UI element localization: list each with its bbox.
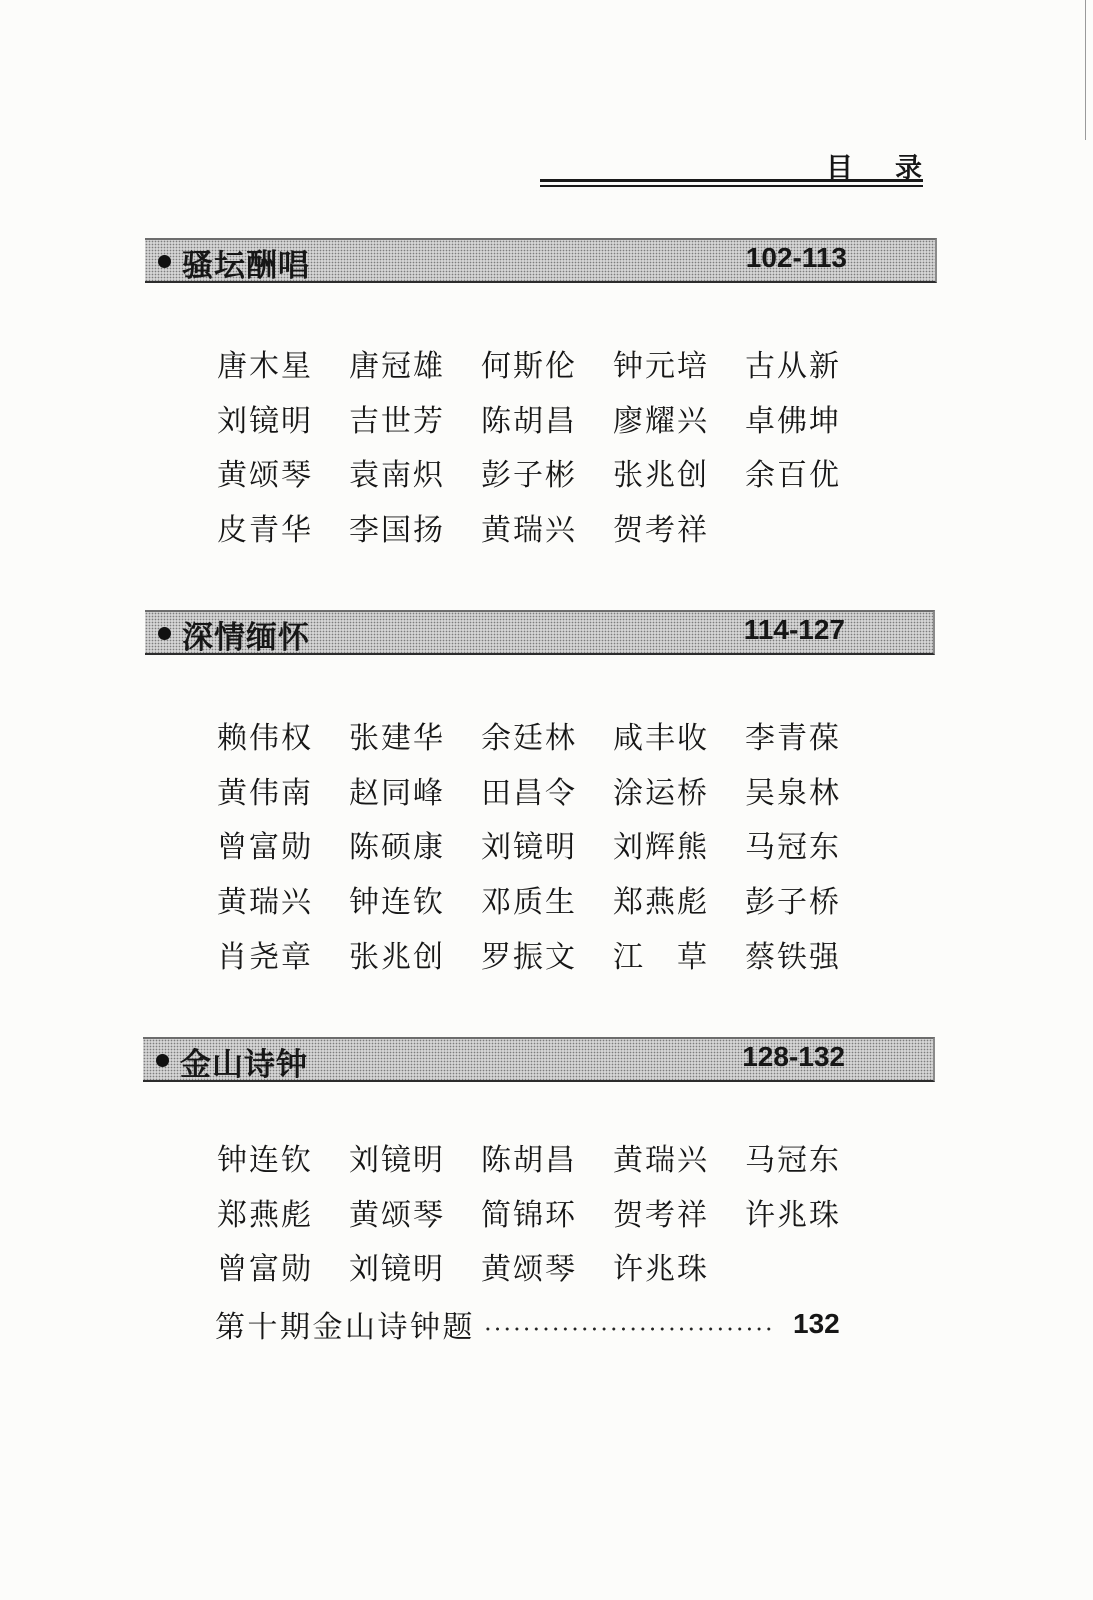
toc-entry-title: 第十期金山诗钟题 bbox=[215, 1310, 475, 1345]
author-name: 马冠东 bbox=[745, 830, 841, 866]
author-name: 廖耀兴 bbox=[613, 403, 709, 439]
author-name: 李青葆 bbox=[745, 721, 841, 756]
author-name: 何斯伦 bbox=[481, 349, 577, 384]
section-pages: 128-132 bbox=[742, 1041, 845, 1072]
section-pages: 102-113 bbox=[745, 242, 847, 273]
author-name: 袁南炽 bbox=[349, 458, 445, 494]
author-name: 古从新 bbox=[745, 349, 841, 384]
author-name: 涂运桥 bbox=[613, 775, 709, 811]
dot-leader bbox=[483, 1327, 775, 1331]
author-name: 李国扬 bbox=[349, 513, 445, 549]
scan-edge-line bbox=[1085, 0, 1086, 140]
section-title: 深情缅怀 bbox=[182, 620, 310, 656]
author-name: 黄颂琴 bbox=[481, 1252, 577, 1288]
author-name: 钟元培 bbox=[613, 349, 709, 384]
author-name: 吴泉林 bbox=[745, 775, 841, 811]
author-name: 肖尧章 bbox=[217, 939, 313, 975]
toc-entry-page: 132 bbox=[793, 1308, 840, 1339]
bullet-icon bbox=[158, 627, 171, 640]
section-title: 金山诗钟 bbox=[180, 1047, 308, 1083]
author-name: 邓质生 bbox=[481, 885, 577, 921]
author-name: 唐冠雄 bbox=[349, 349, 445, 384]
author-name: 许兆珠 bbox=[745, 1197, 841, 1233]
author-name: 许兆珠 bbox=[613, 1252, 709, 1288]
author-name: 黄颂琴 bbox=[349, 1197, 445, 1233]
section-bar-2 bbox=[145, 610, 935, 655]
author-name: 江 草 bbox=[613, 939, 709, 975]
author-name: 曾富勋 bbox=[217, 830, 313, 866]
page-title: 目录 bbox=[826, 153, 964, 184]
author-name: 陈胡昌 bbox=[481, 403, 577, 439]
author-name: 黄瑞兴 bbox=[481, 513, 577, 549]
bullet-icon bbox=[156, 1054, 169, 1067]
author-name: 赖伟权 bbox=[217, 721, 313, 756]
author-name: 郑燕彪 bbox=[217, 1197, 313, 1233]
author-name: 马冠东 bbox=[745, 1143, 841, 1178]
section-1-names bbox=[217, 340, 877, 559]
author-name: 蔡铁强 bbox=[745, 939, 841, 975]
author-name: 刘镜明 bbox=[349, 1143, 445, 1178]
section-pages: 114-127 bbox=[743, 614, 845, 645]
author-name: 吉世芳 bbox=[349, 403, 445, 439]
author-name: 贺考祥 bbox=[613, 1197, 709, 1233]
author-name: 赵同峰 bbox=[349, 775, 445, 811]
section-bar-3 bbox=[143, 1037, 935, 1082]
author-name: 陈胡昌 bbox=[481, 1143, 577, 1178]
author-name: 余百优 bbox=[745, 458, 841, 494]
author-name: 罗振文 bbox=[481, 939, 577, 975]
section-3-names bbox=[217, 1134, 877, 1298]
author-name: 陈硕康 bbox=[349, 830, 445, 866]
author-name: 田昌令 bbox=[481, 775, 577, 811]
header-double-rule bbox=[540, 179, 923, 187]
author-name: 刘镜明 bbox=[349, 1252, 445, 1288]
author-name: 贺考祥 bbox=[613, 513, 709, 549]
author-name: 刘辉熊 bbox=[613, 830, 709, 866]
author-name: 卓佛坤 bbox=[745, 403, 841, 439]
author-name: 张兆创 bbox=[349, 939, 445, 975]
author-name: 张兆创 bbox=[613, 458, 709, 494]
author-name: 郑燕彪 bbox=[613, 885, 709, 921]
author-name: 钟连钦 bbox=[349, 885, 445, 921]
author-name: 黄瑞兴 bbox=[613, 1143, 709, 1178]
section-title: 骚坛酬唱 bbox=[182, 248, 310, 284]
bullet-icon bbox=[158, 255, 171, 268]
author-name: 彭子彬 bbox=[481, 458, 577, 494]
author-name: 余廷林 bbox=[481, 721, 577, 756]
author-name: 唐木星 bbox=[217, 349, 313, 384]
author-name: 张建华 bbox=[349, 721, 445, 756]
author-name: 刘镜明 bbox=[217, 403, 313, 439]
author-name: 刘镜明 bbox=[481, 830, 577, 866]
author-name: 彭子桥 bbox=[745, 885, 841, 921]
author-name: 钟连钦 bbox=[217, 1143, 313, 1178]
author-name: 皮青华 bbox=[217, 513, 313, 549]
author-name: 黄伟南 bbox=[217, 775, 313, 811]
section-2-names bbox=[217, 712, 877, 985]
author-name: 黄颂琴 bbox=[217, 458, 313, 494]
author-name: 咸丰收 bbox=[613, 721, 709, 756]
author-name: 简锦环 bbox=[481, 1197, 577, 1233]
section-bar-1 bbox=[145, 238, 937, 283]
author-name: 曾富勋 bbox=[217, 1252, 313, 1288]
author-name: 黄瑞兴 bbox=[217, 885, 313, 921]
